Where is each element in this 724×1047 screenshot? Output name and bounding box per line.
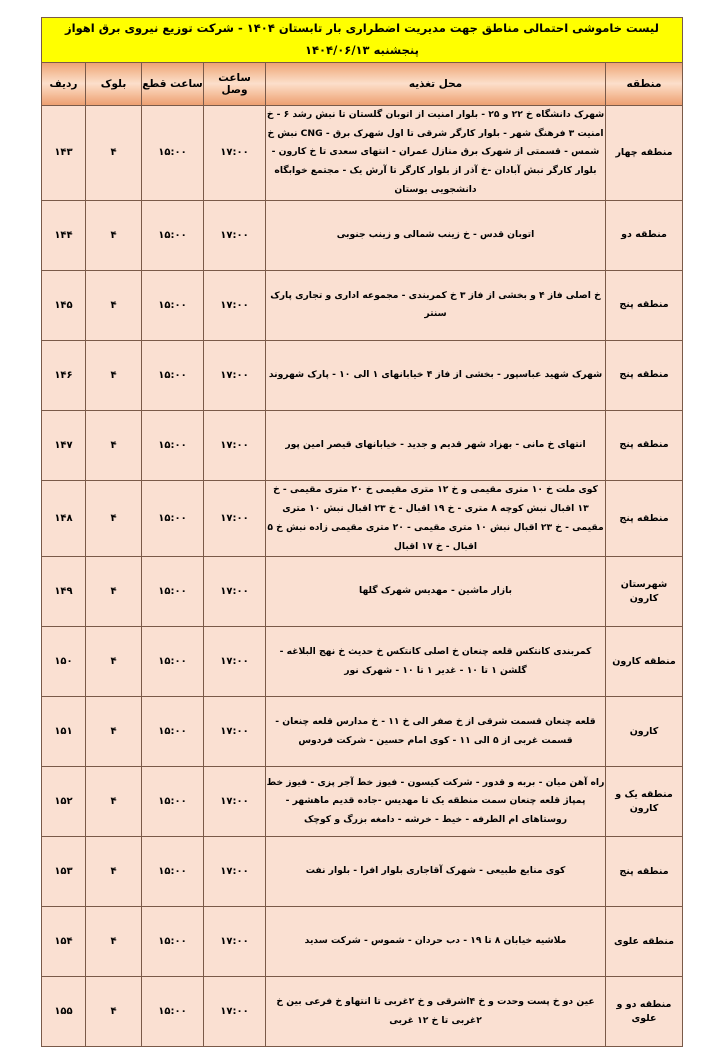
cell-ghat: ۱۵:۰۰ [142,837,204,907]
column-header-blok: بلوک [86,62,142,105]
cell-mantaghe: منطقه پنج [606,837,683,907]
column-header-row [41,62,682,105]
cell-vasl: ۱۷:۰۰ [204,480,266,556]
table-body [41,105,682,1047]
cell-blok: ۴ [86,410,142,480]
cell-radif: ۱۴۳ [41,105,85,200]
column-header-ghat: ساعت قطع [142,62,204,105]
cell-ghat: ۱۵:۰۰ [142,557,204,627]
cell-vasl: ۱۷:۰۰ [204,410,266,480]
cell-vasl: ۱۷:۰۰ [204,837,266,907]
cell-mahal: کوی منابع طبیعی - شهرک آقاجاری بلوار افرا - بلوار نفت [266,837,606,907]
cell-mantaghe: شهرستان کارون [606,557,683,627]
cell-blok: ۴ [86,767,142,837]
table-row [41,907,682,977]
cell-ghat: ۱۵:۰۰ [142,977,204,1047]
cell-mahal: انتهای خ مانی - بهزاد شهر قدیم و جدید - خیابانهای قیصر امین پور [266,410,606,480]
cell-radif: ۱۵۴ [41,907,85,977]
cell-radif: ۱۴۹ [41,557,85,627]
column-header-vasl: ساعت وصل [204,62,266,105]
cell-mahal: عین دو خ پست وحدت و خ ۴اشرقی و خ ۲غربی تا انتهاو خ فرعی بین خ ۲غربی تا خ ۱۲ غربی [266,977,606,1047]
cell-mantaghe: منطقه پنج [606,270,683,340]
cell-radif: ۱۴۴ [41,200,85,270]
cell-blok: ۴ [86,557,142,627]
column-header-mahal: محل تغذیه [266,62,606,105]
table-row [41,480,682,556]
cell-vasl: ۱۷:۰۰ [204,627,266,697]
cell-mantaghe: منطقه چهار [606,105,683,200]
cell-radif: ۱۵۰ [41,627,85,697]
cell-mantaghe: منطقه علوی [606,907,683,977]
outage-table [41,17,683,1047]
cell-mahal: خ اصلی فاز ۴ و بخشی از فاز ۳ خ کمربندی - مجموعه اداری و تجاری پارک سنتر [266,270,606,340]
cell-ghat: ۱۵:۰۰ [142,767,204,837]
cell-blok: ۴ [86,200,142,270]
table-row [41,340,682,410]
cell-mahal: ملاشیه خیابان ۸ تا ۱۹ - دب حردان - شموس - شرکت سدید [266,907,606,977]
table-row [41,270,682,340]
table-row [41,105,682,200]
cell-radif: ۱۵۵ [41,977,85,1047]
cell-blok: ۴ [86,105,142,200]
cell-ghat: ۱۵:۰۰ [142,340,204,410]
cell-blok: ۴ [86,907,142,977]
cell-ghat: ۱۵:۰۰ [142,907,204,977]
cell-radif: ۱۵۱ [41,697,85,767]
cell-blok: ۴ [86,480,142,556]
table-row [41,837,682,907]
banner-date-line: پنجشنبه ۱۴۰۴/۰۶/۱۳ [305,42,419,57]
cell-vasl: ۱۷:۰۰ [204,767,266,837]
title-banner [41,18,682,63]
outage-sheet [42,17,683,1047]
cell-mantaghe: منطقه دو و علوی [606,977,683,1047]
cell-ghat: ۱۵:۰۰ [142,697,204,767]
title-banner-row [41,18,682,63]
cell-mahal: راه آهن میان - بربه و قدور - شرکت کیسون - فیوز خط آجر پزی - فیوز خط پمپاژ قلعه چنعان سمت منطقه یک تا مهدیس -جاده قدیم ماهشهر - روستاهای ام الطرفه - خیط - خرشه - دامغه بزرگ و کوچک [266,767,606,837]
cell-mahal: کوی ملت خ ۱۰ متری مقیمی و خ ۱۲ متری مقیمی خ ۲۰ متری مقیمی - خ ۱۳ اقبال نبش کوچه ۸ متری - خ ۱۹ اقبال - خ ۲۳ اقبال نبش ۱۰ متری مقیمی - خ ۲۳ اقبال نبش ۱۰ متری مقیمی - ۲۰ متری مقیمی زاده نبش خ ۵ اقبال - خ ۱۷ اقبال [266,480,606,556]
table-row [41,697,682,767]
cell-mahal: بازار ماشین - مهدیس شهرک گلها [266,557,606,627]
cell-mantaghe: منطقه پنج [606,480,683,556]
cell-mantaghe: منطقه پنج [606,340,683,410]
cell-mantaghe: منطقه یک و کارون [606,767,683,837]
table-row [41,200,682,270]
cell-ghat: ۱۵:۰۰ [142,480,204,556]
cell-vasl: ۱۷:۰۰ [204,977,266,1047]
cell-blok: ۴ [86,977,142,1047]
cell-radif: ۱۴۸ [41,480,85,556]
cell-ghat: ۱۵:۰۰ [142,105,204,200]
cell-radif: ۱۴۶ [41,340,85,410]
cell-ghat: ۱۵:۰۰ [142,270,204,340]
cell-mahal: اتوبان قدس - خ زینب شمالی و زینب جنوبی [266,200,606,270]
cell-vasl: ۱۷:۰۰ [204,270,266,340]
table-row [41,557,682,627]
cell-radif: ۱۵۲ [41,767,85,837]
cell-mantaghe: منطقه پنج [606,410,683,480]
column-header-mantaghe: منطقه [606,62,683,105]
cell-blok: ۴ [86,340,142,410]
cell-mantaghe: منطقه دو [606,200,683,270]
cell-vasl: ۱۷:۰۰ [204,340,266,410]
table-head [41,18,682,106]
table-row [41,767,682,837]
cell-ghat: ۱۵:۰۰ [142,410,204,480]
table-row [41,977,682,1047]
table-row [41,627,682,697]
cell-vasl: ۱۷:۰۰ [204,697,266,767]
cell-mantaghe: کارون [606,697,683,767]
cell-vasl: ۱۷:۰۰ [204,907,266,977]
cell-mahal: شهرک دانشگاه خ ۲۲ و ۲۵ - بلوار امنیت از اتوبان گلستان تا نبش رشد ۶ - خ امنیت ۳ فرهنگ شهر - بلوار کارگر شرقی تا اول شهرک برق - CNG نبش خ شمس - قسمتی از شهرک برق منازل عمران - انتهای سعدی تا خ کارون - بلوار کارگر نبش آبادان -خ آذر از بلوار کارگر تا آرش یک - مجتمع خوابگاه دانشجویی بوستان [266,105,606,200]
cell-mahal: شهرک شهید عباسپور - بخشی از فاز ۴ خیابانهای ۱ الی ۱۰ - پارک شهروند [266,340,606,410]
cell-blok: ۴ [86,627,142,697]
cell-radif: ۱۵۳ [41,837,85,907]
cell-radif: ۱۴۵ [41,270,85,340]
banner-title-line: لیست خاموشی احتمالی مناطق جهت مدیریت اضطراری بار تابستان ۱۴۰۴ - شرکت توزیع نیروی برق اهواز [65,21,659,35]
cell-vasl: ۱۷:۰۰ [204,200,266,270]
cell-mahal: قلعه چنعان قسمت شرقی از خ صفر الی خ ۱۱ - خ مدارس قلعه چنعان - قسمت غربی از ۵ الی ۱۱ - کوی امام حسین - شرکت فردوس [266,697,606,767]
table-row [41,410,682,480]
cell-ghat: ۱۵:۰۰ [142,627,204,697]
cell-mahal: کمربندی کانتکس قلعه چنعان خ اصلی کانتکس خ حدیث خ نهج البلاغه - گلشن ۱ تا ۱۰ - غدیر ۱ تا ۱۰ - شهرک نور [266,627,606,697]
cell-radif: ۱۴۷ [41,410,85,480]
cell-blok: ۴ [86,270,142,340]
cell-blok: ۴ [86,837,142,907]
cell-blok: ۴ [86,697,142,767]
cell-ghat: ۱۵:۰۰ [142,200,204,270]
column-header-radif: ردیف [41,62,85,105]
cell-mantaghe: منطقه کارون [606,627,683,697]
cell-vasl: ۱۷:۰۰ [204,557,266,627]
cell-vasl: ۱۷:۰۰ [204,105,266,200]
